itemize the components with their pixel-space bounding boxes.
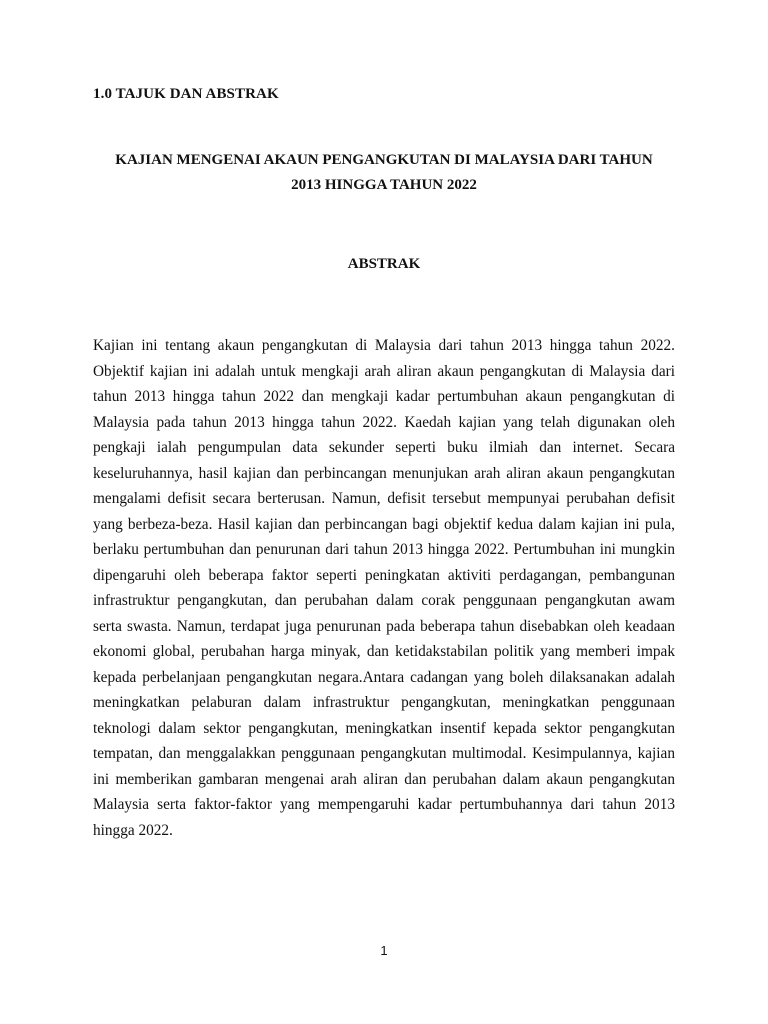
document-title <box>93 148 675 198</box>
page-number: 1 <box>380 943 388 958</box>
document-title-line-2: 2013 HINGGA TAHUN 2022 <box>291 177 477 193</box>
section-heading: 1.0 TAJUK DAN ABSTRAK <box>93 86 279 102</box>
document-title-line-1: KAJIAN MENGENAI AKAUN PENGANGKUTAN DI MALAYSIA DARI TAHUN <box>115 152 653 168</box>
abstract-paragraph: Kajian ini tentang akaun pengangkutan di Malaysia dari tahun 2013 hingga tahun 2022. Objektif kajian ini adalah untuk mengkaji arah aliran akaun pengangkutan di Malaysia dari tahun 2013 hingga tahun 2022 dan mengkaji kadar pertumbuhan akaun pengangkutan di Malaysia pada tahun 2013 hingga tahun 2022. Kaedah kajian yang telah digunakan oleh pengkaji ialah pengumpulan data sekunder seperti buku ilmiah dan internet. Secara keseluruhannya, hasil kajian dan perbincangan menunjukan arah aliran akaun pengangkutan mengalami defisit secara berterusan. Namun, defisit tersebut mempunyai perubahan defisit yang berbeza-beza. Hasil kajian dan perbincangan bagi objektif kedua dalam kajian ini pula, berlaku pertumbuhan dan penurunan dari tahun 2013 hingga 2022. Pertumbuhan ini mungkin dipengaruhi oleh beberapa faktor seperti peningkatan aktiviti perdagangan, pembangunan infrastruktur pengangkutan, dan perubahan dalam corak penggunaan pengangkutan awam serta swasta. Namun, terdapat juga penurunan pada beberapa tahun disebabkan oleh keadaan ekonomi global, perubahan harga minyak, dan ketidakstabilan politik yang memberi impak kepada perbelanjaan pengangkutan negara.Antara cadangan yang boleh dilaksanakan adalah meningkatkan pelaburan dalam infrastruktur pengangkutan, meningkatkan penggunaan teknologi dalam sektor pengangkutan, meningkatkan insentif kepada sektor pengangkutan tempatan, dan menggalakkan penggunaan pengangkutan multimodal. Kesimpulannya, kajian ini memberikan gambaran mengenai arah aliran dan perubahan dalam akaun pengangkutan Malaysia serta faktor-faktor yang mempengaruhi kadar pertumbuhannya dari tahun 2013 hingga 2022. <box>93 337 675 839</box>
abstract-heading: ABSTRAK <box>347 256 421 272</box>
